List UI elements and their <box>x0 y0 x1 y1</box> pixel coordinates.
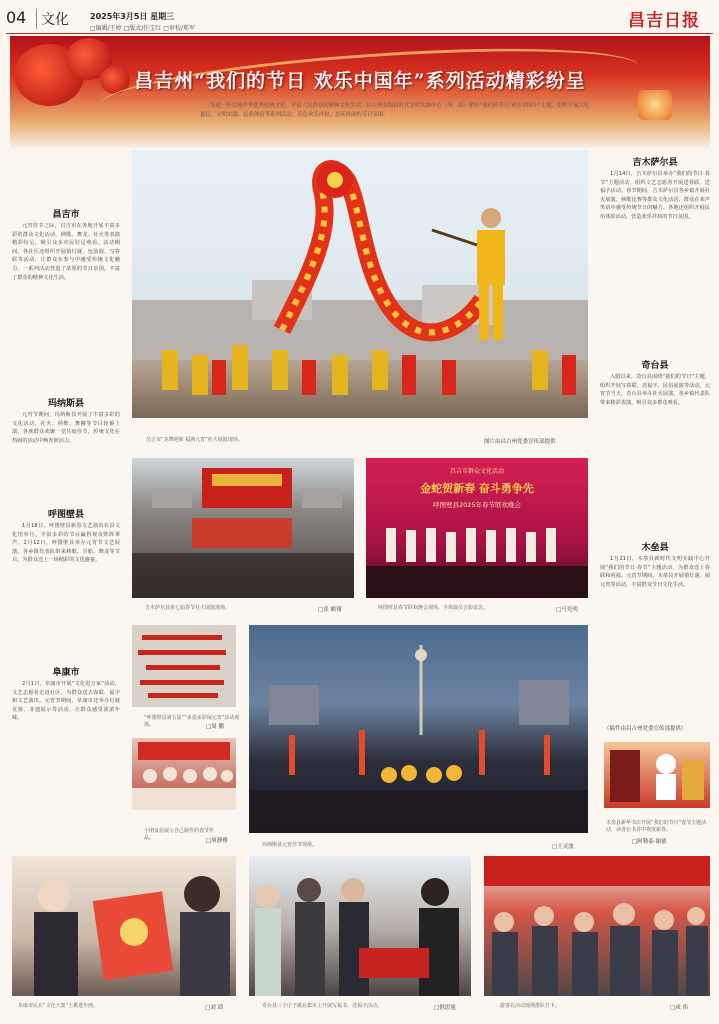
heading-changji-city: 昌吉市 <box>52 210 80 220</box>
text-hutubi: 1月18日，呼图壁县新春文艺演出在县文化馆举行，丰富多彩的节目赢得观众阵阵掌声。2月12日，呼图壁县举办元宵节文艺展演，各乡镇代表队带来秧歌、旱船、舞龙等节目，为群众送上一场精彩的文化盛宴。 <box>12 523 120 564</box>
photo7-credit: □阿勒泰·谢德 <box>632 839 667 845</box>
photo6-credit: □王灵波 <box>552 844 574 850</box>
photo4-caption: “呼图壁县第五届”“多姿多彩闹元宵”活动现场。 <box>144 715 240 728</box>
photo-jimsar-crowd <box>132 458 354 598</box>
main-photo-caption: 昌吉市“龙舞迎新 福满元宵”社火展演现场。 <box>146 437 243 443</box>
photo6-caption: 玛纳斯县元宵佳节现场。 <box>262 842 318 848</box>
article-lead: 为进一步弘扬中华优秀传统文化，丰富人民群众的精神文化生活，昌吉州各级新时代文明实践中心（所、站）紧扣“我们的节日 欢乐中国年”主题，组织开展文化惠民、文明实践、民俗体验等系列活动，营造欢乐祥和、喜庆热闹的节日氛围。 <box>200 103 590 118</box>
staff-line: □编辑/王婷 □版式/任宝红 □审校/郑军 <box>90 25 195 32</box>
crowd-illustration <box>132 458 354 598</box>
photo3-credit: □马光明 <box>556 607 578 613</box>
text-changji-city: 元宵佳节之际，昌吉市在各地开展丰富多彩的群众文化活动，秧歌、舞龙、社火等表演精彩纷呈，吸引众多市民驻足观看。活动期间，各社区还组织开展猜灯谜、包汤圆、写春联等活动，让群众在参与中感受传统文化魅力。一系列活动营造了浓厚的节日氛围，丰富了群众的精神文化生活。 <box>12 223 120 281</box>
text-jimsar: 1月14日，吉木萨尔县举办“我们的节日·春节”主题活动，组织文艺志愿者开展送春联、送福字活动。春节期间，吉木萨尔县各乡镇开展社火展演、秧歌比赛等群众文化活动，群众在欢声笑语中感受传统节日的魅力。各地还组织开展民俗体验活动，营造欢乐祥和的节日氛围。 <box>600 171 710 220</box>
photo10-caption: 游客在活动现场排队打卡。 <box>500 1003 561 1009</box>
gala-banner-line2: 金蛇贺新春 奋斗勇争先 <box>420 482 534 495</box>
compiled-by: （稿件由昌吉州党委宣传部提供） <box>604 726 687 732</box>
photo-hutubi-gala <box>366 458 588 598</box>
article-title: 昌吉州“我们的节日 欢乐中国年”系列活动精彩纷呈 <box>134 70 586 92</box>
header-divider <box>36 9 37 29</box>
gala-banner-line3: 呼图壁县2025年春节联欢晚会 <box>432 501 522 509</box>
page-number: 04 <box>6 8 27 27</box>
lantern-festival-illustration <box>249 625 588 833</box>
photo-manas-night <box>249 625 588 833</box>
section-name: 文化 <box>41 12 69 28</box>
photo-hutubi-aerial <box>132 625 236 707</box>
photo3-caption: 呼图壁县春节联欢晚会现场，全体演员合影留念。 <box>378 605 489 611</box>
photo2-caption: 吉木萨尔县第七届春节社火展演现场。 <box>145 605 231 611</box>
photo10-credit: □成 伟 <box>670 1005 688 1011</box>
new-year-painting-illustration <box>12 856 236 996</box>
heading-qitai: 奇台县 <box>641 361 669 371</box>
photo5-caption: 小朋友在展示自己制作的春节作品。 <box>144 828 215 841</box>
photo4-credit: □周 鹏 <box>206 724 224 730</box>
header-rule <box>6 33 713 34</box>
photo9-credit: □倪思旭 <box>434 1005 456 1011</box>
page-header <box>0 0 719 36</box>
photo8-caption: 阜康市民在“文化大集”上挑选年画。 <box>18 1003 99 1009</box>
heading-fukang: 阜康市 <box>52 668 80 678</box>
gala-banner-line1: 昌吉市群众文化活动 <box>449 468 504 475</box>
main-photo-dragon-dance <box>132 150 588 418</box>
text-fukang: 2月1日，阜康市开展“文化进万家”活动，文艺志愿者走进社区，为群众送去春联、福字和文艺演出。元宵节期间，阜康市还举办灯谜竞猜、非遗展示等活动，让群众感受浓浓年味。 <box>12 681 120 722</box>
photo-tourists-queue <box>484 856 710 996</box>
photo-fukang-painting <box>12 856 236 996</box>
heading-jimsar: 吉木萨尔县 <box>632 158 678 168</box>
photo8-credit: □刘 琐 <box>205 1005 223 1011</box>
bookstore-illustration <box>604 742 710 808</box>
heading-mori: 木垒县 <box>641 543 669 553</box>
photo-mori-bookstore <box>604 742 710 808</box>
main-photo-credit: 图片由昌吉州党委宣传部提供 <box>484 439 556 445</box>
photo5-credit: □周静雅 <box>206 838 228 844</box>
photo2-credit: □张 鹤翔 <box>318 607 342 613</box>
aerial-illustration <box>132 625 236 707</box>
photo-qitai-calligraphy <box>249 856 471 996</box>
photo7-caption: 木垒县新华书店开展“我们的节日”春节主题活动，读者在书香中欢度新春。 <box>606 820 707 833</box>
heading-hutubi: 呼图壁县 <box>47 510 84 520</box>
sky-lantern-icon <box>638 90 672 120</box>
newspaper-logo: 昌吉日报 <box>628 11 700 31</box>
photo-children-artwork <box>132 738 236 810</box>
performers-illustration <box>366 458 588 598</box>
photo9-caption: 奇台县三个庄子镇在集市上开展写福书，送福字活动。 <box>262 1003 383 1009</box>
heading-manas: 玛纳斯县 <box>47 399 84 409</box>
issue-date: 2025年3月5日 星期三 <box>90 12 175 21</box>
calligraphy-illustration <box>249 856 471 996</box>
text-qitai: 入腊以来，奇台县围绕“我们的节日”主题，组织开展写春联、送福字、民俗展演等活动。元宵节当天，奇台县举办社火展演，各乡镇代表队带来精彩表演，吸引众多群众观看。 <box>600 374 710 406</box>
text-mori: 1月21日，木垒县新时代文明实践中心开展“我们的节日·春节”主题活动，为群众送上春联和祝福。元宵节期间，木垒县开展猜灯谜、闹元宵等活动，丰富群众节日文化生活。 <box>600 556 710 588</box>
text-manas: 元宵节期间，玛纳斯县开展了丰富多彩的文化活动，社火、秧歌、舞狮等节目轮番上演，各族群众欢聚一堂共度佳节，传统文化在热闹的活动中焕发新活力。 <box>12 412 120 444</box>
children-illustration <box>132 738 236 810</box>
dragon-dance-illustration <box>132 150 588 418</box>
queue-illustration <box>484 856 710 996</box>
